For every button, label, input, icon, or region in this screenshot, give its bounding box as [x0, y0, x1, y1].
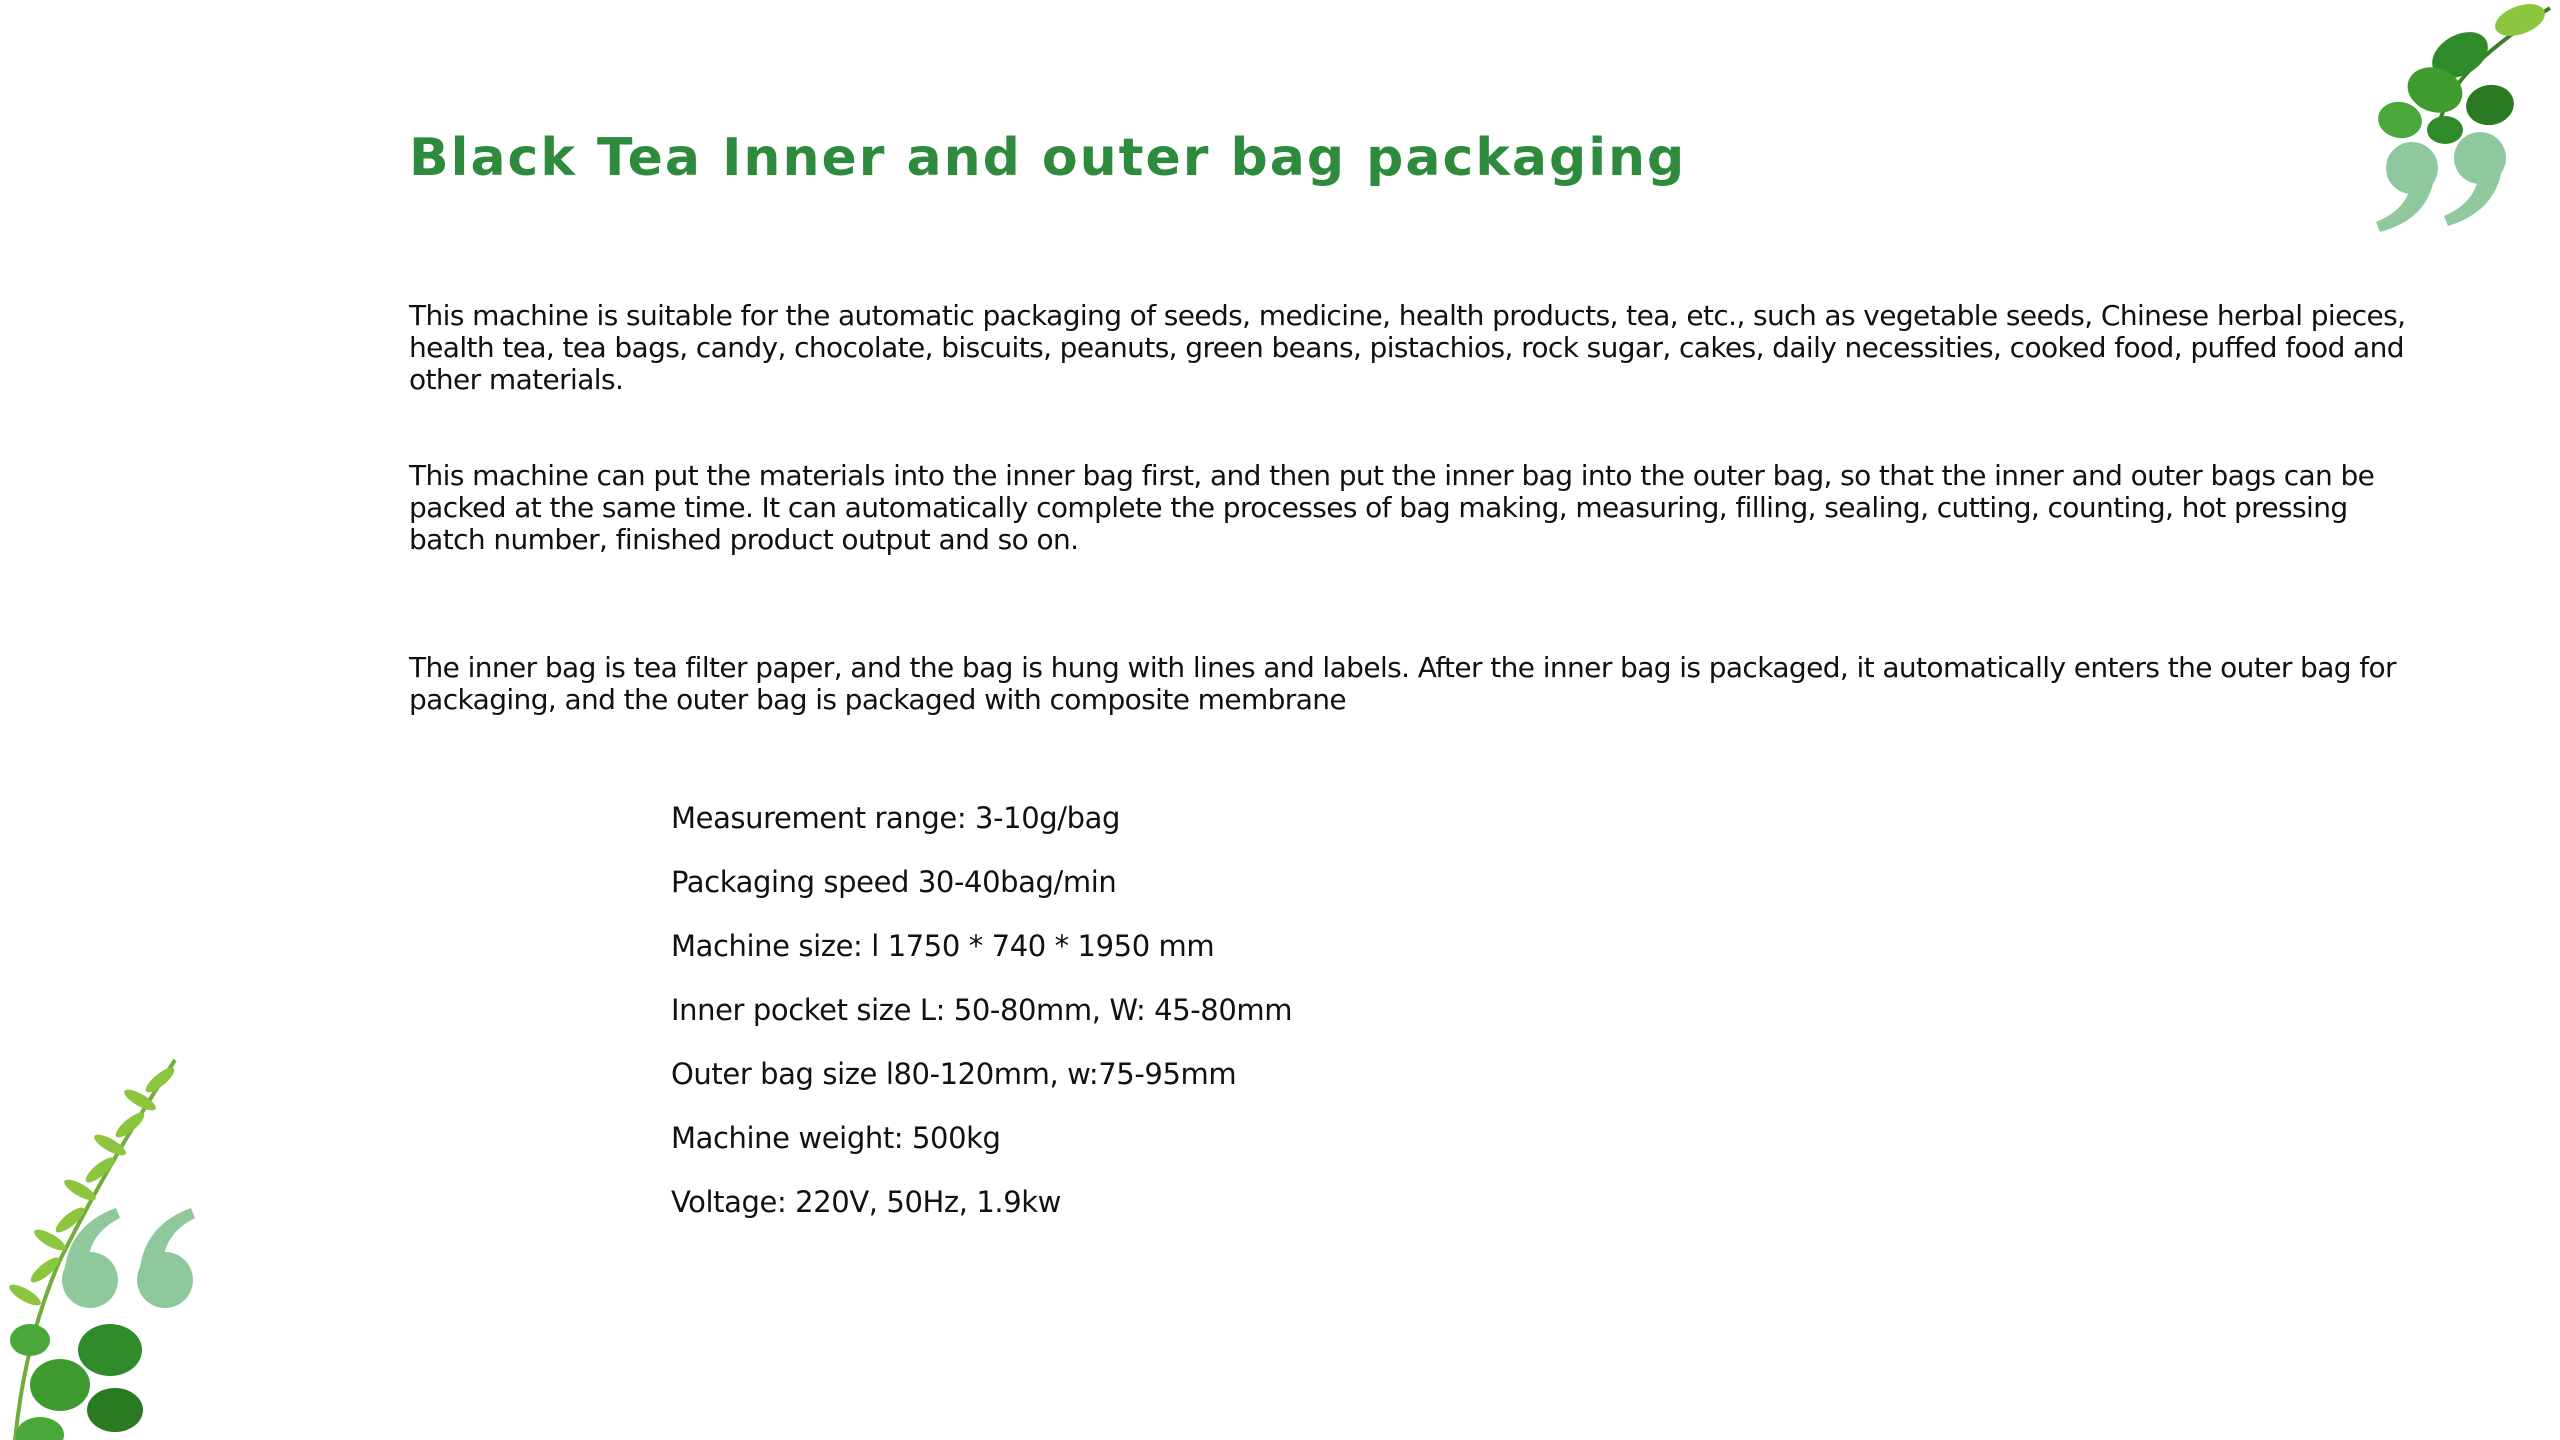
bag-paragraph: The inner bag is tea filter paper, and the bag is hung with lines and labels. After the inner bag is packaged, it automatically enters the outer bag for packaging, and the outer bag is packaged with composite membrane — [409, 651, 2396, 716]
leaf-branch-close-quote-icon — [2340, 0, 2560, 240]
spec-packaging-speed: Packaging speed 30-40bag/min — [671, 865, 1117, 899]
leaf-branch-open-quote-icon — [0, 1040, 200, 1440]
spec-machine-weight: Machine weight: 500kg — [671, 1121, 1001, 1155]
intro-paragraph: This machine is suitable for the automatic packaging of seeds, medicine, health products, tea, etc., such as vegetable seeds, Chinese herbal pieces, health tea, tea bags, candy, chocolate, biscuits, peanuts, green beans, pistachios, rock sugar, cakes, daily necessities, cooked food, puffed food and other materials. — [409, 299, 2406, 396]
page-title: Black Tea Inner and outer bag packaging — [409, 128, 1687, 188]
spec-measurement-range: Measurement range: 3-10g/bag — [671, 801, 1121, 835]
spec-voltage: Voltage: 220V, 50Hz, 1.9kw — [671, 1185, 1061, 1219]
spec-list — [671, 802, 1292, 1250]
spec-machine-size: Machine size: l 1750 * 740 * 1950 mm — [671, 929, 1215, 963]
spec-outer-bag-size: Outer bag size l80-120mm, w:75-95mm — [671, 1057, 1237, 1091]
spec-inner-pocket-size: Inner pocket size L: 50-80mm, W: 45-80mm — [671, 993, 1293, 1027]
process-paragraph: This machine can put the materials into the inner bag first, and then put the inner bag into the outer bag, so that the inner and outer bags can be packed at the same time. It can automatically complete the processes of bag making, measuring, filling, sealing, cutting, counting, hot pressing batch number, finished product output and so on. — [409, 459, 2375, 556]
